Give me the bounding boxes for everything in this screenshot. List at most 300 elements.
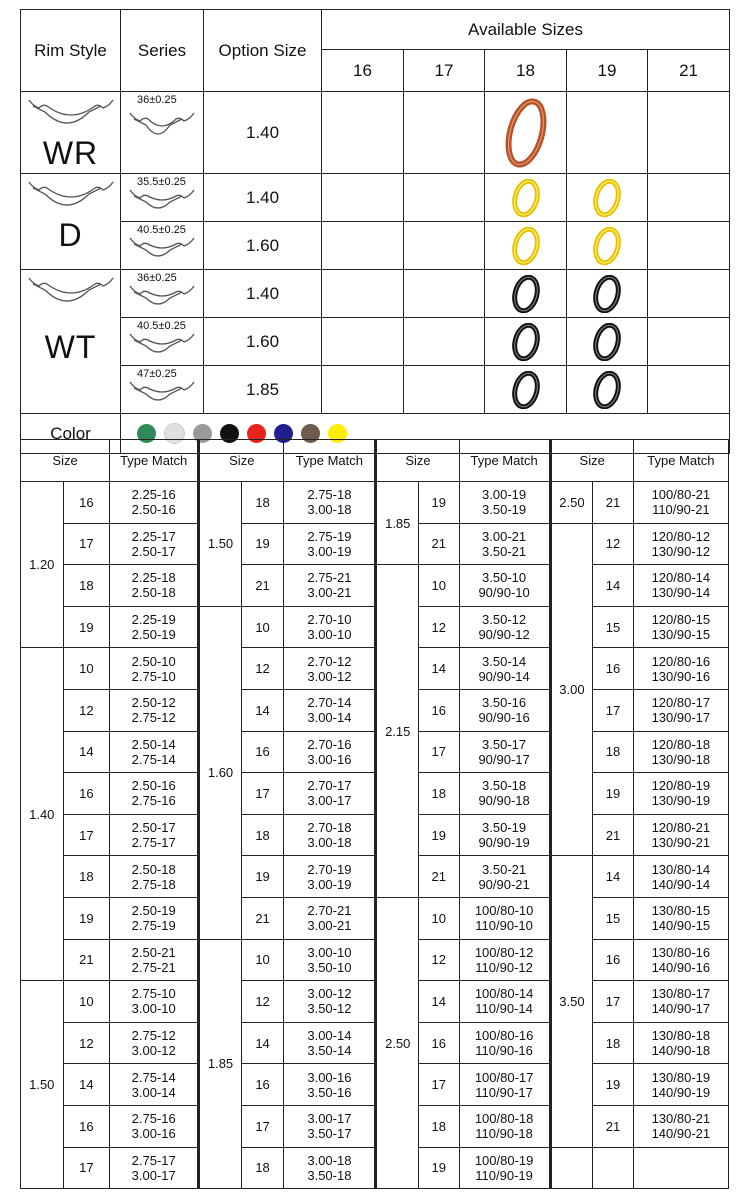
tire-type: 140/90-19 (651, 1084, 711, 1100)
table-row (21, 981, 729, 1023)
type-match-cell (284, 482, 376, 524)
tire-type: 110/90-12 (475, 959, 533, 975)
rim-size-cell: 14 (241, 689, 284, 731)
rim-size-cell: 16 (63, 773, 110, 815)
rim-style-label: WR (42, 135, 99, 171)
rim-size-cell: 14 (63, 731, 110, 773)
type-match-cell (633, 689, 728, 731)
option-size-cell: 1.60 (204, 222, 322, 270)
tire-type: 3.50-12 (307, 1001, 352, 1017)
available-size-cell (485, 92, 567, 174)
tire-type: 120/80-17 (651, 695, 711, 711)
table-row (21, 1064, 729, 1106)
rim-style-label: D (58, 217, 83, 253)
series-value: 40.5±0.25 (137, 320, 186, 332)
black-rim-icon (592, 371, 622, 409)
table-row (21, 773, 729, 815)
black-rim-icon (511, 371, 541, 409)
tire-type: 130/80-16 (651, 944, 711, 960)
type-match-cell (459, 731, 550, 773)
tire-type: 3.50-16 (482, 695, 527, 711)
rim-size-cell: 12 (63, 689, 110, 731)
type-match-cell (459, 981, 550, 1023)
type-match-cell (110, 981, 199, 1023)
type-match-header: Type Match (633, 440, 728, 482)
tire-type: 130/90-16 (651, 668, 711, 684)
tire-type: 3.00-10 (131, 1001, 176, 1017)
rim-size-cell: 18 (63, 856, 110, 898)
available-size-cell (648, 318, 730, 366)
tire-type: 3.50-18 (307, 1167, 352, 1183)
type-match-cell (633, 773, 728, 815)
rim-size-cell: 14 (593, 856, 634, 898)
rim-size-cell: 21 (419, 523, 460, 565)
series-cell (121, 366, 204, 414)
tire-type: 3.00-21 (482, 528, 527, 544)
tire-type: 90/90-18 (478, 793, 530, 809)
type-match-cell (459, 606, 550, 648)
type-match-cell (110, 482, 199, 524)
tire-type: 120/80-14 (651, 570, 711, 586)
tire-type: 3.00-16 (307, 751, 352, 767)
rim-size-cell: 18 (419, 773, 460, 815)
type-match-cell (110, 814, 199, 856)
size-column-21: 21 (648, 50, 730, 92)
table-row (21, 482, 729, 524)
gold-rim-icon (592, 179, 622, 217)
tire-type: 120/80-16 (651, 653, 711, 669)
rim-size-cell: 19 (241, 856, 284, 898)
tire-type: 2.75-10 (131, 668, 176, 684)
rim-profile-icon (124, 280, 200, 312)
available-size-cell (567, 318, 648, 366)
rim-image (485, 227, 566, 265)
type-match-cell (110, 689, 199, 731)
tire-type: 2.70-10 (307, 612, 352, 628)
rim-size-cell: 17 (241, 773, 284, 815)
type-match-cell (110, 606, 199, 648)
tire-type: 2.70-18 (307, 820, 352, 836)
rim-size-cell: 14 (63, 1064, 110, 1106)
tire-type: 130/90-17 (651, 710, 711, 726)
tire-type: 3.00-19 (482, 487, 527, 503)
type-match-cell (110, 1105, 199, 1147)
tire-type: 130/80-14 (651, 861, 711, 877)
type-match-cell (284, 897, 376, 939)
tire-type: 110/90-21 (652, 502, 710, 518)
table-row (21, 565, 729, 607)
tire-type: 2.75-19 (131, 918, 176, 934)
size-header: Size (376, 440, 459, 482)
rim-size-cell: 12 (593, 523, 634, 565)
available-size-cell (322, 270, 404, 318)
rim-profile-icon (124, 232, 200, 264)
tire-type: 130/80-15 (651, 903, 711, 919)
rim-size-cell: 18 (241, 482, 284, 524)
rim-image (485, 97, 566, 169)
tire-type: 130/90-12 (651, 543, 711, 559)
tire-type: 90/90-10 (478, 585, 530, 601)
tire-type: 90/90-17 (478, 751, 530, 767)
size-column-16: 16 (322, 50, 404, 92)
series-value: 47±0.25 (137, 368, 177, 380)
rim-size-cell: 17 (63, 1147, 110, 1189)
available-size-cell (648, 270, 730, 318)
tire-type: 2.70-17 (307, 778, 352, 794)
tire-width-cell: 1.50 (199, 482, 242, 607)
tire-type: 130/90-19 (651, 793, 711, 809)
type-match-cell (633, 1022, 728, 1064)
tire-type: 3.00-18 (307, 502, 352, 518)
rim-image (485, 371, 566, 409)
rim-image (485, 275, 566, 313)
tire-type: 3.50-10 (307, 959, 352, 975)
tire-type: 2.75-12 (131, 710, 176, 726)
type-match-cell (284, 1022, 376, 1064)
rim-size-cell: 14 (241, 1022, 284, 1064)
size-header: Size (21, 440, 110, 482)
gold-rim-icon (592, 227, 622, 265)
table-row (21, 897, 729, 939)
tire-type: 2.50-14 (131, 736, 176, 752)
tire-type: 2.50-10 (131, 653, 176, 669)
type-match-cell (284, 523, 376, 565)
table-row (21, 523, 729, 565)
size-column-17: 17 (404, 50, 485, 92)
type-match-cell (284, 1064, 376, 1106)
tire-width-cell: 3.00 (550, 523, 593, 856)
tire-type: 3.50-18 (482, 778, 527, 794)
rim-size-cell: 19 (63, 897, 110, 939)
rim-size-cell: 19 (63, 606, 110, 648)
tire-type: 130/90-21 (651, 835, 711, 851)
type-match-cell (633, 1105, 728, 1147)
table-row (21, 606, 729, 648)
option-size-cell: 1.40 (204, 270, 322, 318)
rim-row (21, 174, 730, 222)
tire-type: 2.50-17 (131, 820, 176, 836)
tire-type: 100/80-18 (474, 1111, 534, 1127)
tire-type: 3.50-17 (482, 736, 527, 752)
size-header: Size (550, 440, 633, 482)
rim-size-cell: 21 (593, 482, 634, 524)
tire-width-cell: 1.85 (199, 939, 242, 1189)
series-cell (121, 222, 204, 270)
rim-size-cell: 19 (419, 814, 460, 856)
type-match-cell (284, 731, 376, 773)
tire-type: 3.50-21 (482, 543, 527, 559)
tire-type: 2.75-17 (131, 835, 176, 851)
available-size-cell (567, 174, 648, 222)
tire-type: 2.75-19 (307, 528, 352, 544)
tire-type: 2.75-16 (131, 793, 176, 809)
series-header: Series (121, 10, 204, 92)
rim-size-cell: 10 (63, 981, 110, 1023)
rim-size-cell: 17 (241, 1105, 284, 1147)
type-match-cell (110, 939, 199, 981)
rim-size-cell: 10 (241, 939, 284, 981)
rim-size-cell: 17 (593, 981, 634, 1023)
type-match-cell (110, 648, 199, 690)
rim-size-cell: 18 (241, 1147, 284, 1189)
type-match-cell (110, 1064, 199, 1106)
rim-profile-icon (124, 184, 200, 216)
tire-type: 3.50-21 (482, 861, 527, 877)
rim-size-cell: 12 (63, 1022, 110, 1064)
rim-size-cell: 21 (63, 939, 110, 981)
tire-type: 130/80-21 (651, 1111, 711, 1127)
tire-type: 3.00-17 (307, 793, 352, 809)
type-match-cell (459, 1022, 550, 1064)
rim-image (567, 371, 647, 409)
rim-profile-icon (124, 107, 200, 167)
rim-size-cell: 21 (241, 565, 284, 607)
tire-type: 100/80-21 (651, 487, 711, 503)
tire-type: 110/90-17 (475, 1084, 533, 1100)
tire-type: 3.00-10 (307, 944, 352, 960)
tire-type: 2.75-16 (131, 1111, 176, 1127)
available-size-cell (485, 222, 567, 270)
type-match-cell (633, 939, 728, 981)
rim-size-cell: 17 (63, 523, 110, 565)
type-match-cell (284, 1147, 376, 1189)
type-match-cell (633, 565, 728, 607)
tire-type: 2.50-19 (131, 903, 176, 919)
black-rim-icon (511, 275, 541, 313)
available-size-cell (322, 366, 404, 414)
rim-size-cell: 14 (593, 565, 634, 607)
rim-size-cell: 18 (593, 731, 634, 773)
tire-type: 110/90-14 (475, 1001, 533, 1017)
rim-size-cell: 17 (419, 1064, 460, 1106)
tire-type: 2.75-21 (307, 570, 352, 586)
option-size-header: Option Size (204, 10, 322, 92)
rim-size-cell: 14 (419, 648, 460, 690)
type-match-cell (459, 689, 550, 731)
tire-type: 3.00-16 (307, 1069, 352, 1085)
tire-type: 3.00-12 (307, 986, 352, 1002)
type-match-cell (459, 1064, 550, 1106)
tire-type: 3.00-10 (307, 627, 352, 643)
tire-type: 2.70-16 (307, 736, 352, 752)
rim-row (21, 366, 730, 414)
rim-size-cell: 18 (63, 565, 110, 607)
type-match-cell (459, 897, 550, 939)
rim-size-cell: 21 (241, 897, 284, 939)
rim-size-cell: 10 (419, 565, 460, 607)
type-match-cell (459, 482, 550, 524)
type-match-cell (633, 981, 728, 1023)
table-row (21, 939, 729, 981)
tire-type: 3.00-18 (307, 835, 352, 851)
tire-type: 2.70-12 (307, 653, 352, 669)
type-match-header: Type Match (110, 440, 199, 482)
tire-type: 2.50-16 (131, 778, 176, 794)
tire-type: 2.25-18 (131, 570, 176, 586)
rim-size-cell: 17 (419, 731, 460, 773)
tire-type: 3.00-17 (307, 1111, 352, 1127)
option-size-cell: 1.85 (204, 366, 322, 414)
size-header: Size (199, 440, 284, 482)
tire-type: 3.50-16 (307, 1084, 352, 1100)
type-match-cell (459, 1147, 550, 1189)
type-match-cell (633, 482, 728, 524)
rim-size-cell (593, 1147, 634, 1189)
tire-type: 3.00-18 (307, 1152, 352, 1168)
tire-type: 130/80-19 (651, 1069, 711, 1085)
table-row (21, 648, 729, 690)
tire-type: 3.00-12 (131, 1043, 176, 1059)
rim-row (21, 318, 730, 366)
rim-size-cell: 16 (419, 1022, 460, 1064)
tire-type: 100/80-17 (474, 1069, 534, 1085)
tire-type: 2.75-21 (131, 959, 176, 975)
series-value: 35.5±0.25 (137, 176, 186, 188)
rim-profile-icon (124, 376, 200, 408)
type-match-cell (284, 773, 376, 815)
tire-type: 2.50-16 (131, 502, 176, 518)
rim-profile-icon (23, 272, 119, 306)
tire-type: 2.75-12 (131, 1028, 176, 1044)
tire-type: 90/90-16 (478, 710, 530, 726)
tire-type: 100/80-12 (474, 944, 534, 960)
gold-rim-icon (511, 227, 541, 265)
tire-type: 3.50-19 (482, 820, 527, 836)
type-match-cell (284, 565, 376, 607)
series-cell (121, 92, 204, 174)
tire-type: 3.00-16 (131, 1126, 176, 1142)
tire-type: 100/80-14 (474, 986, 534, 1002)
available-size-cell (404, 366, 485, 414)
type-match-cell (633, 897, 728, 939)
rim-size-cell: 19 (419, 1147, 460, 1189)
series-value: 40.5±0.25 (137, 224, 186, 236)
rim-size-cell: 16 (63, 1105, 110, 1147)
tire-type: 3.00-19 (307, 543, 352, 559)
rim-size-cell: 10 (241, 606, 284, 648)
option-size-cell: 1.40 (204, 92, 322, 174)
rim-style-header: Rim Style (21, 10, 121, 92)
type-match-cell (459, 814, 550, 856)
rim-size-cell: 21 (593, 814, 634, 856)
tire-type: 2.70-21 (307, 903, 352, 919)
tire-type: 100/80-16 (474, 1028, 534, 1044)
tire-type: 130/90-15 (651, 627, 711, 643)
tire-type: 2.25-17 (131, 528, 176, 544)
tire-type: 3.00-21 (307, 918, 352, 934)
rim-size-cell: 21 (593, 1105, 634, 1147)
available-size-cell (322, 222, 404, 270)
type-match-cell (459, 565, 550, 607)
type-match-cell (459, 773, 550, 815)
type-match-header: Type Match (459, 440, 550, 482)
tire-type: 3.00-14 (307, 1028, 352, 1044)
tire-type: 3.50-19 (482, 502, 527, 518)
tire-type: 2.50-21 (131, 944, 176, 960)
type-match-cell (110, 565, 199, 607)
type-match-table (20, 439, 729, 1189)
rim-size-cell: 10 (63, 648, 110, 690)
available-size-cell (485, 174, 567, 222)
available-size-cell (648, 92, 730, 174)
rim-row (21, 92, 730, 174)
tire-type: 130/80-17 (651, 986, 711, 1002)
tire-type: 3.50-14 (307, 1043, 352, 1059)
tire-type: 2.75-17 (131, 1152, 176, 1168)
rim-size-cell: 17 (593, 689, 634, 731)
rim-style-cell (21, 270, 121, 414)
available-size-cell (322, 318, 404, 366)
rim-size-cell: 12 (241, 981, 284, 1023)
tire-type: 140/90-21 (651, 1126, 711, 1142)
table-row (21, 1105, 729, 1147)
series-cell (121, 174, 204, 222)
tire-type: 140/90-16 (651, 959, 711, 975)
rim-size-cell: 16 (419, 689, 460, 731)
type-match-cell (284, 981, 376, 1023)
rim-row (21, 270, 730, 318)
tire-type: 2.25-19 (131, 612, 176, 628)
available-size-cell (404, 270, 485, 318)
tire-type: 3.50-12 (482, 612, 527, 628)
tire-type: 2.75-10 (131, 986, 176, 1002)
tire-type: 120/80-18 (651, 736, 711, 752)
tire-width-cell: 2.15 (376, 565, 419, 898)
tire-width-cell: 1.85 (376, 482, 419, 565)
tire-type: 3.00-17 (131, 1167, 176, 1183)
tire-type: 2.75-14 (131, 751, 176, 767)
series-cell (121, 318, 204, 366)
available-size-cell (404, 174, 485, 222)
tire-width-cell: 2.50 (376, 897, 419, 1188)
tire-type: 90/90-12 (478, 627, 530, 643)
type-match-cell (459, 523, 550, 565)
rim-row (21, 222, 730, 270)
type-match-cell (284, 1105, 376, 1147)
series-value: 36±0.25 (137, 94, 177, 106)
tire-type: 110/90-19 (475, 1167, 533, 1183)
rim-style-table (20, 9, 730, 454)
tire-width-cell: 1.60 (199, 606, 242, 939)
rim-size-cell: 16 (593, 939, 634, 981)
type-match-cell (633, 1064, 728, 1106)
rim-image (567, 227, 647, 265)
rim-size-cell: 17 (63, 814, 110, 856)
available-size-cell (322, 174, 404, 222)
tire-type: 2.50-18 (131, 585, 176, 601)
tire-type: 2.75-18 (131, 876, 176, 892)
type-match-cell (110, 523, 199, 565)
rim-size-cell: 18 (593, 1022, 634, 1064)
type-match-cell (459, 648, 550, 690)
tire-type: 130/80-18 (651, 1028, 711, 1044)
tire-type: 2.70-14 (307, 695, 352, 711)
type-match-cell (110, 1147, 199, 1189)
tire-type: 120/80-15 (651, 612, 711, 628)
option-size-cell: 1.40 (204, 174, 322, 222)
tire-type: 90/90-14 (478, 668, 530, 684)
tire-type: 3.50-14 (482, 653, 527, 669)
rim-size-cell: 19 (593, 1064, 634, 1106)
available-size-cell (648, 174, 730, 222)
rim-size-cell: 12 (419, 939, 460, 981)
type-match-cell (284, 689, 376, 731)
available-size-cell (648, 366, 730, 414)
tire-type: 100/80-19 (474, 1152, 534, 1168)
type-match-cell (633, 523, 728, 565)
tire-type: 140/90-15 (651, 918, 711, 934)
tire-type: 3.00-21 (307, 585, 352, 601)
